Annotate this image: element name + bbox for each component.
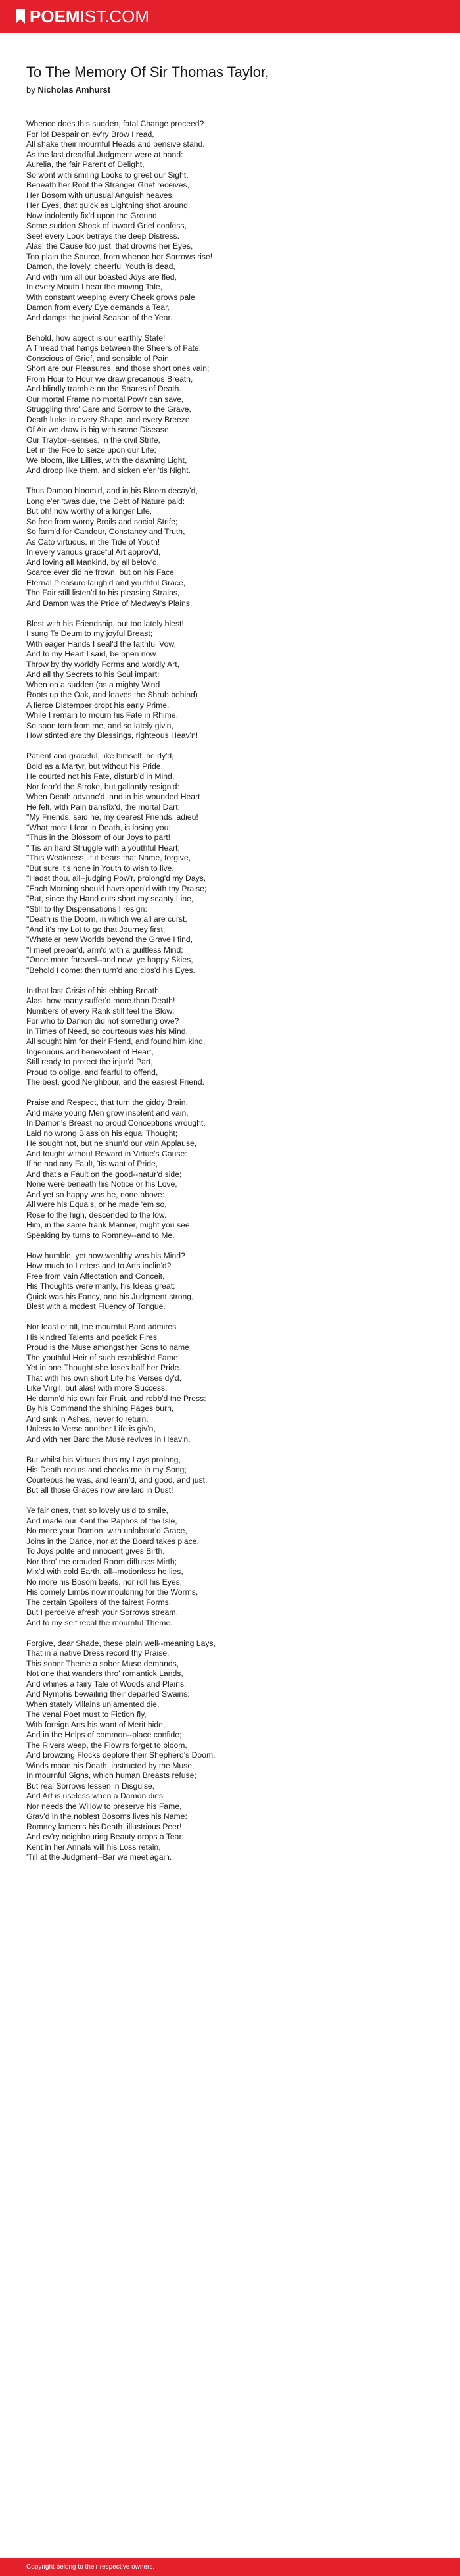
poem-line: Still ready to protect the injur'd Part, (26, 1057, 153, 1066)
poem-line: "But sure it's none in Youth to wish to live. (26, 863, 174, 873)
poem-line: Nor least of all, the mournful Bard admires (26, 1322, 177, 1331)
poem-line: "Each Morning should have open'd with thy Praise; (26, 883, 207, 893)
poem-line: Nor needs the Willow to preserve his Fame, (26, 1801, 182, 1811)
poem-line: But real Sorrows lessen in Disguise, (26, 1781, 155, 1791)
poem-line: "Whate'er new Worlds beyond the Grave I find, (26, 935, 193, 944)
poem-line: This sober Theme a sober Muse demands, (26, 1658, 179, 1668)
poem-line: And Nymphs bewailing their departed Swains: (26, 1689, 190, 1698)
poem-line: Whence does this sudden, fatal Change proceed? (26, 119, 204, 128)
stanza (26, 1322, 434, 1445)
poem-line: And with her Bard the Muse revives in Heav'n. (26, 1434, 191, 1444)
poem-line: "And it's my Lot to go that Journey first; (26, 924, 166, 934)
site-footer (0, 2558, 460, 2576)
poem-line: The venal Poet must to Fiction fly, (26, 1710, 147, 1719)
poem-line: And Damon was the Pride of Medway's Plains. (26, 598, 193, 608)
poem-line: From Hour to Hour we draw precarious Breath, (26, 374, 193, 384)
poem-line: And with him all our boasted Joys are fled, (26, 272, 177, 282)
poem-line: And made our Kent the Paphos of the Isle, (26, 1516, 177, 1525)
poem-line: "Death is the Doom, in which we all are curst, (26, 914, 187, 924)
poem-line: And make young Men grow insolent and vain, (26, 1108, 189, 1118)
poem-line: Yet in one Thought she loses half her Pride. (26, 1363, 181, 1372)
poem-line: And sink in Ashes, never to return, (26, 1414, 149, 1424)
poem-line: And in the Helps of common--place confide; (26, 1730, 182, 1739)
poem-line: So free from wordy Broils and social Strife; (26, 516, 178, 526)
stanza (26, 986, 434, 1088)
poem-line: Our Traytor--senses, in the civil Strife, (26, 435, 160, 445)
poem-line: And ev'ry neighbouring Beauty drops a Tear: (26, 1832, 184, 1841)
poem-line: But oh! how worthy of a longer Life, (26, 507, 152, 516)
poem-line: All were his Equals, or he made 'em so, (26, 1200, 167, 1209)
poem-line: Some sudden Shock of inward Grief confess, (26, 221, 187, 230)
poem-line: Conscious of Grief, and sensible of Pain, (26, 353, 172, 363)
poem-line: "Behold I come: then turn'd and clos'd his Eyes. (26, 965, 195, 975)
poem-line: But whilst his Virtues thus my Lays prolong, (26, 1454, 181, 1464)
poem-line: While I remain to mourn his Fate in Rhime. (26, 710, 178, 720)
poem-line: "Thus in the Blossom of our Joys to part! (26, 833, 171, 842)
poem-line: Numbers of every Rank still feel the Blow; (26, 1006, 175, 1016)
poem-line: And fought without Reward in Virtue's Cause: (26, 1149, 187, 1158)
poem-line: I sung Te Deum to my joyful Breast; (26, 629, 153, 638)
poem-line: Beneath her Roof the Stranger Grief receives, (26, 180, 189, 189)
poem-line: He felt, with Pain transfix'd, the mortal Dart; (26, 802, 180, 812)
poem-line: Kent in her Annals will his Loss retain, (26, 1842, 161, 1852)
poem-line: Rose to the high, descended to the low. (26, 1210, 167, 1220)
poem-line: No more his Bosom beats, nor roll his Eyes; (26, 1577, 183, 1587)
poem-line: Her Eyes, that quick as Lightning shot around, (26, 201, 191, 210)
site-header (0, 0, 460, 33)
poem-line: Damon from every Eye demands a Tear, (26, 303, 170, 312)
poem-line: When on a sudden (as a mighty Wind (26, 680, 160, 689)
poem-line: We bloom, like Lillies, with the dawning Light, (26, 455, 187, 465)
poem-line: The certain Spoilers of the fairest Forms! (26, 1597, 172, 1607)
poem-line: With constant weeping every Cheek grows pale, (26, 292, 198, 302)
poem-line: Ye fair ones, that so lovely us'd to smile, (26, 1506, 168, 1515)
poem-line: As Cato virtuous, in the Tide of Youth! (26, 537, 160, 547)
author-name[interactable]: Nicholas Amhurst (37, 85, 111, 95)
poem-line: In Damon's Breast no proud Conceptions wrought, (26, 1118, 206, 1127)
poem-line: Damon, the lovely, cheerful Youth is dead, (26, 262, 175, 271)
poem-line: 'Till at the Judgment--Bar we meet again. (26, 1852, 172, 1862)
poem-line: "Hadst thou, all--judging Pow'r, prolong'd my Days, (26, 874, 206, 883)
poem-line: If he had any Fault, 'tis want of Pride, (26, 1159, 158, 1168)
stanza (26, 1506, 434, 1628)
poem-line: Blest with his Friendship, but too lately blest! (26, 618, 184, 628)
poem-line: Romney laments his Death, illustrious Peer! (26, 1821, 182, 1831)
poem-line: His Thoughts were manly, his Ideas great; (26, 1281, 175, 1291)
stanza (26, 1455, 434, 1496)
poem-line: All shake their mournful Heads and pensive stand. (26, 139, 205, 149)
poem-line: And to my self recal the mournful Theme. (26, 1618, 173, 1627)
poem-line: Alas! how many suffer'd more than Death! (26, 996, 175, 1005)
poem-line: To Joys polite and innocent gives Birth, (26, 1547, 165, 1556)
poem-line: His kindred Talents and poetick Fires. (26, 1332, 160, 1342)
poem-line: "Once more farewel--and now, ye happy Skies, (26, 955, 193, 964)
footer-copyright: Copyright belong to their respective owners. (26, 2563, 155, 2571)
poem-line: The youthful Heir of such establish'd Fame; (26, 1352, 181, 1362)
poem-line: He sought not, but he shun'd our vain Applause, (26, 1139, 197, 1148)
poem-line: Proud is the Muse amongst her Sons to name (26, 1343, 189, 1352)
poem-line: Aurelia, the fair Parent of Delight, (26, 160, 145, 169)
poem-line: And blindly tramble on the Snares of Death. (26, 384, 181, 393)
poem-line: Of Air we draw is big with some Disease, (26, 425, 172, 434)
poem-line: With eager Hands I seal'd the faithful Vow, (26, 639, 176, 649)
poem-line: For who to Damon did not something owe? (26, 1016, 179, 1026)
poem-line: And loving all Mankind, by all belov'd. (26, 557, 160, 567)
logo-wordmark (30, 8, 149, 25)
poem-line: In every Mouth I hear the moving Tale, (26, 282, 163, 291)
poem-line: Throw by thy worldly Forms and wordly Art, (26, 659, 179, 669)
poem-line: In that last Crisis of his ebbing Breath, (26, 985, 162, 995)
poem-line: The best, good Neighbour, and the easiest Friend. (26, 1077, 205, 1087)
poem-line: That with his own short Life his Verses dy'd, (26, 1373, 182, 1383)
poem-body (26, 119, 434, 1863)
stanza (26, 619, 434, 741)
poem-line: And all thy Secrets to his Soul impart: (26, 670, 160, 679)
poem-line: Mix'd with cold Earth, all--motionless he lies, (26, 1567, 183, 1576)
poem-line: His Death recurs and checks me in my Song; (26, 1465, 187, 1474)
poem-line: Struggling thro' Care and Sorrow to the Grave, (26, 405, 191, 414)
poem-title: To The Memory Of Sir Thomas Taylor, (26, 64, 269, 80)
poem-line: But all those Graces now are laid in Dust! (26, 1485, 173, 1495)
byline-label: by (26, 85, 35, 95)
poem-line: And yet so happy was he, none above: (26, 1189, 165, 1199)
poem-line: Forgive, dear Shade, these plain well--meaning Lays, (26, 1638, 216, 1648)
stanza (26, 119, 434, 323)
poem-line: He damn'd his own fair Fruit, and robb'd the Press: (26, 1393, 206, 1403)
poem-line: Courteous he was, and learn'd, and good, and just, (26, 1475, 208, 1485)
logo-primary: POEM (30, 7, 80, 26)
poem-line: Eternal Pleasure laugh'd and youthful Grace, (26, 578, 186, 587)
poem-line: Him, in the same frank Manner, might you see (26, 1220, 190, 1229)
poem-line: Alas! the Cause too just, that drowns her Eyes, (26, 241, 193, 251)
poem-line: "Still to thy Dispensations I resign: (26, 904, 147, 914)
poem-line: Nor thro' the crouded Room diffuses Mirth; (26, 1556, 177, 1566)
poem-line: Speaking by turns to Romney--and to Me. (26, 1230, 175, 1240)
stanza (26, 1098, 434, 1241)
poem-line: Grav'd in the noblest Bosoms lives his Name: (26, 1812, 187, 1821)
stanza (26, 486, 434, 608)
poem-line: A fierce Distemper cropt his early Prime, (26, 700, 170, 710)
bookmark-icon (16, 9, 25, 24)
poem-line: Let in the Foe to seize upon our Life; (26, 445, 156, 455)
poem-line: But I perceive afresh your Sorrows stream, (26, 1608, 178, 1617)
poem-line: "I meet prepar'd, arm'd with a guiltless Mind; (26, 945, 183, 954)
poem-line: Quick was his Fancy, and his Judgment strong, (26, 1291, 194, 1301)
poem-line: In Times of Need, so courteous was his Mind, (26, 1026, 188, 1036)
poem-line: Death lurks in every Shape, and every Breeze (26, 414, 190, 424)
poem-line: Nor fear'd the Stroke, but gallantly resign'd: (26, 781, 179, 791)
poem-line: Behold, how abject is our earthly State! (26, 333, 166, 343)
stanza (26, 1639, 434, 1863)
poem-line: With foreign Arts his want of Merit hide, (26, 1720, 166, 1729)
byline (26, 85, 434, 95)
poem-line: And to my Heart I said, be open now. (26, 649, 158, 658)
poem-line: Our mortal Frame no mortal Pow'r can save, (26, 394, 184, 404)
poem-line: Proud to oblige, and fearful to offend, (26, 1067, 158, 1077)
poem-line: Unless to Verse another Life is giv'n, (26, 1424, 156, 1433)
poem-line: And droop like them, and sicken e'er 'tis Night. (26, 466, 191, 475)
poem-line: Too plain the Source, from whence her Sorrows rise! (26, 251, 213, 261)
poem-line: Scarce ever did he frown, but on his Face (26, 568, 174, 577)
poem-line: Now indolently fix'd upon the Ground, (26, 211, 160, 220)
poem-line: His comely Limbs now mouldring for the Worms, (26, 1587, 198, 1597)
poem-line: Free from vain Affectation and Conceit, (26, 1271, 165, 1281)
poem-line: So soon torn from me, and so lately giv'n, (26, 720, 173, 730)
poem-line: So wont with smiling Looks to greet our Sight, (26, 170, 189, 180)
poem-line: None were beneath his Notice or his Love, (26, 1179, 177, 1189)
poem-line: All sought him for their Friend, and found him kind, (26, 1037, 206, 1046)
poem-line: "My Friends, said he, my dearest Friends, adieu! (26, 812, 198, 822)
stanza (26, 334, 434, 476)
poem-line: Bold as a Martyr, but without his Pride, (26, 761, 163, 771)
poem-line: A Thread that hangs between the Sheers of Fate: (26, 343, 202, 353)
poem-line: In mournful Sighs, which human Breasts refuse; (26, 1771, 196, 1780)
poem-line: Like Virgil, but alas! with more Success, (26, 1383, 168, 1393)
poem-line: He courted not his Fate, disturb'd in Mind, (26, 772, 175, 781)
poem-line: The Fair still listen'd to his pleasing Strains, (26, 588, 180, 597)
poem-line: See! every Look betrays the deep Distress. (26, 231, 180, 241)
poem-line: When stately Villains unlamented die, (26, 1699, 160, 1709)
stanza (26, 1251, 434, 1312)
poem-line: For lo! Despair on ev'ry Brow I read, (26, 129, 154, 139)
poem-line: And whines a fairy Tale of Woods and Plains, (26, 1679, 187, 1689)
poem-line: Blest with a modest Fluency of Tongue. (26, 1302, 166, 1311)
logo-secondary: IST.COM (80, 7, 150, 26)
poem-line: "But, since thy Hand cuts short my scanty Line, (26, 894, 194, 903)
poem-line: And that's a Fault on the good--natur'd side; (26, 1169, 182, 1179)
poem-line: The Rivers weep, the Flow'rs forget to bloom, (26, 1740, 187, 1750)
poem-line: And Art is useless when a Damon dies. (26, 1791, 166, 1800)
poem-line: Short are our Pleasures, and those short ones vain; (26, 364, 210, 373)
poem-line: "This Weakness, if it bears that Name, forgive, (26, 853, 191, 862)
poem-line: "'Tis an hard Struggle with a youthful Heart; (26, 843, 180, 853)
poem-line: "What most I fear in Death, is losing you; (26, 822, 171, 832)
poem-line: Thus Damon bloom'd, and in his Bloom decay'd, (26, 486, 198, 495)
poem-line: And damps the jovial Season of the Year. (26, 312, 173, 322)
poem-line: Her Bosom with unusual Anguish heaves, (26, 190, 174, 200)
poem-line: Long e'er 'twas due, the Debt of Nature paid: (26, 496, 185, 506)
poem-line: Joins in the Dance, nor at the Board takes place, (26, 1536, 199, 1546)
poem-line: Ingenuous and benevolent of Heart, (26, 1047, 154, 1056)
poem-line: So farm'd for Candour, Constancy and Truth, (26, 527, 185, 536)
poem-line: And browzing Flocks deplore their Shepherd's Doom, (26, 1750, 216, 1760)
poem-line: Roots up the Oak, and leaves the Shrub behind) (26, 690, 198, 699)
poem-line: As the last dreadful Judgment were at hand: (26, 149, 183, 159)
poem-line: In every various graceful Art approv'd, (26, 547, 161, 557)
poem-line: That in a native Dress record thy Praise, (26, 1648, 170, 1658)
poem-line: How much to Letters and to Arts inclin'd? (26, 1261, 172, 1270)
stanza (26, 751, 434, 976)
poem-line: No more your Damon, with unlabour'd Grace, (26, 1526, 187, 1535)
poem-line: Not one that wanders thro' romantick Lands, (26, 1669, 183, 1678)
poem-line: Praise and Respect, that turn the giddy Brain, (26, 1098, 188, 1107)
poem-line: Laid no wrong Biass on his equal Thought; (26, 1128, 178, 1138)
site-logo[interactable] (16, 8, 149, 25)
main-content (26, 63, 434, 1873)
poem-line: How stinted are thy Blessings, righteous Heav'n! (26, 731, 198, 740)
poem-line: Winds moan his Death, instructed by the Muse, (26, 1760, 195, 1770)
poem-line: By his Command the shining Pages burn, (26, 1404, 174, 1413)
poem-line: When Death advanc'd, and in his wounded Heart (26, 792, 200, 801)
poem-line: How humble, yet how wealthy was his Mind? (26, 1251, 185, 1260)
poem-line: Patient and graceful, like himself, he dy'd, (26, 751, 174, 760)
